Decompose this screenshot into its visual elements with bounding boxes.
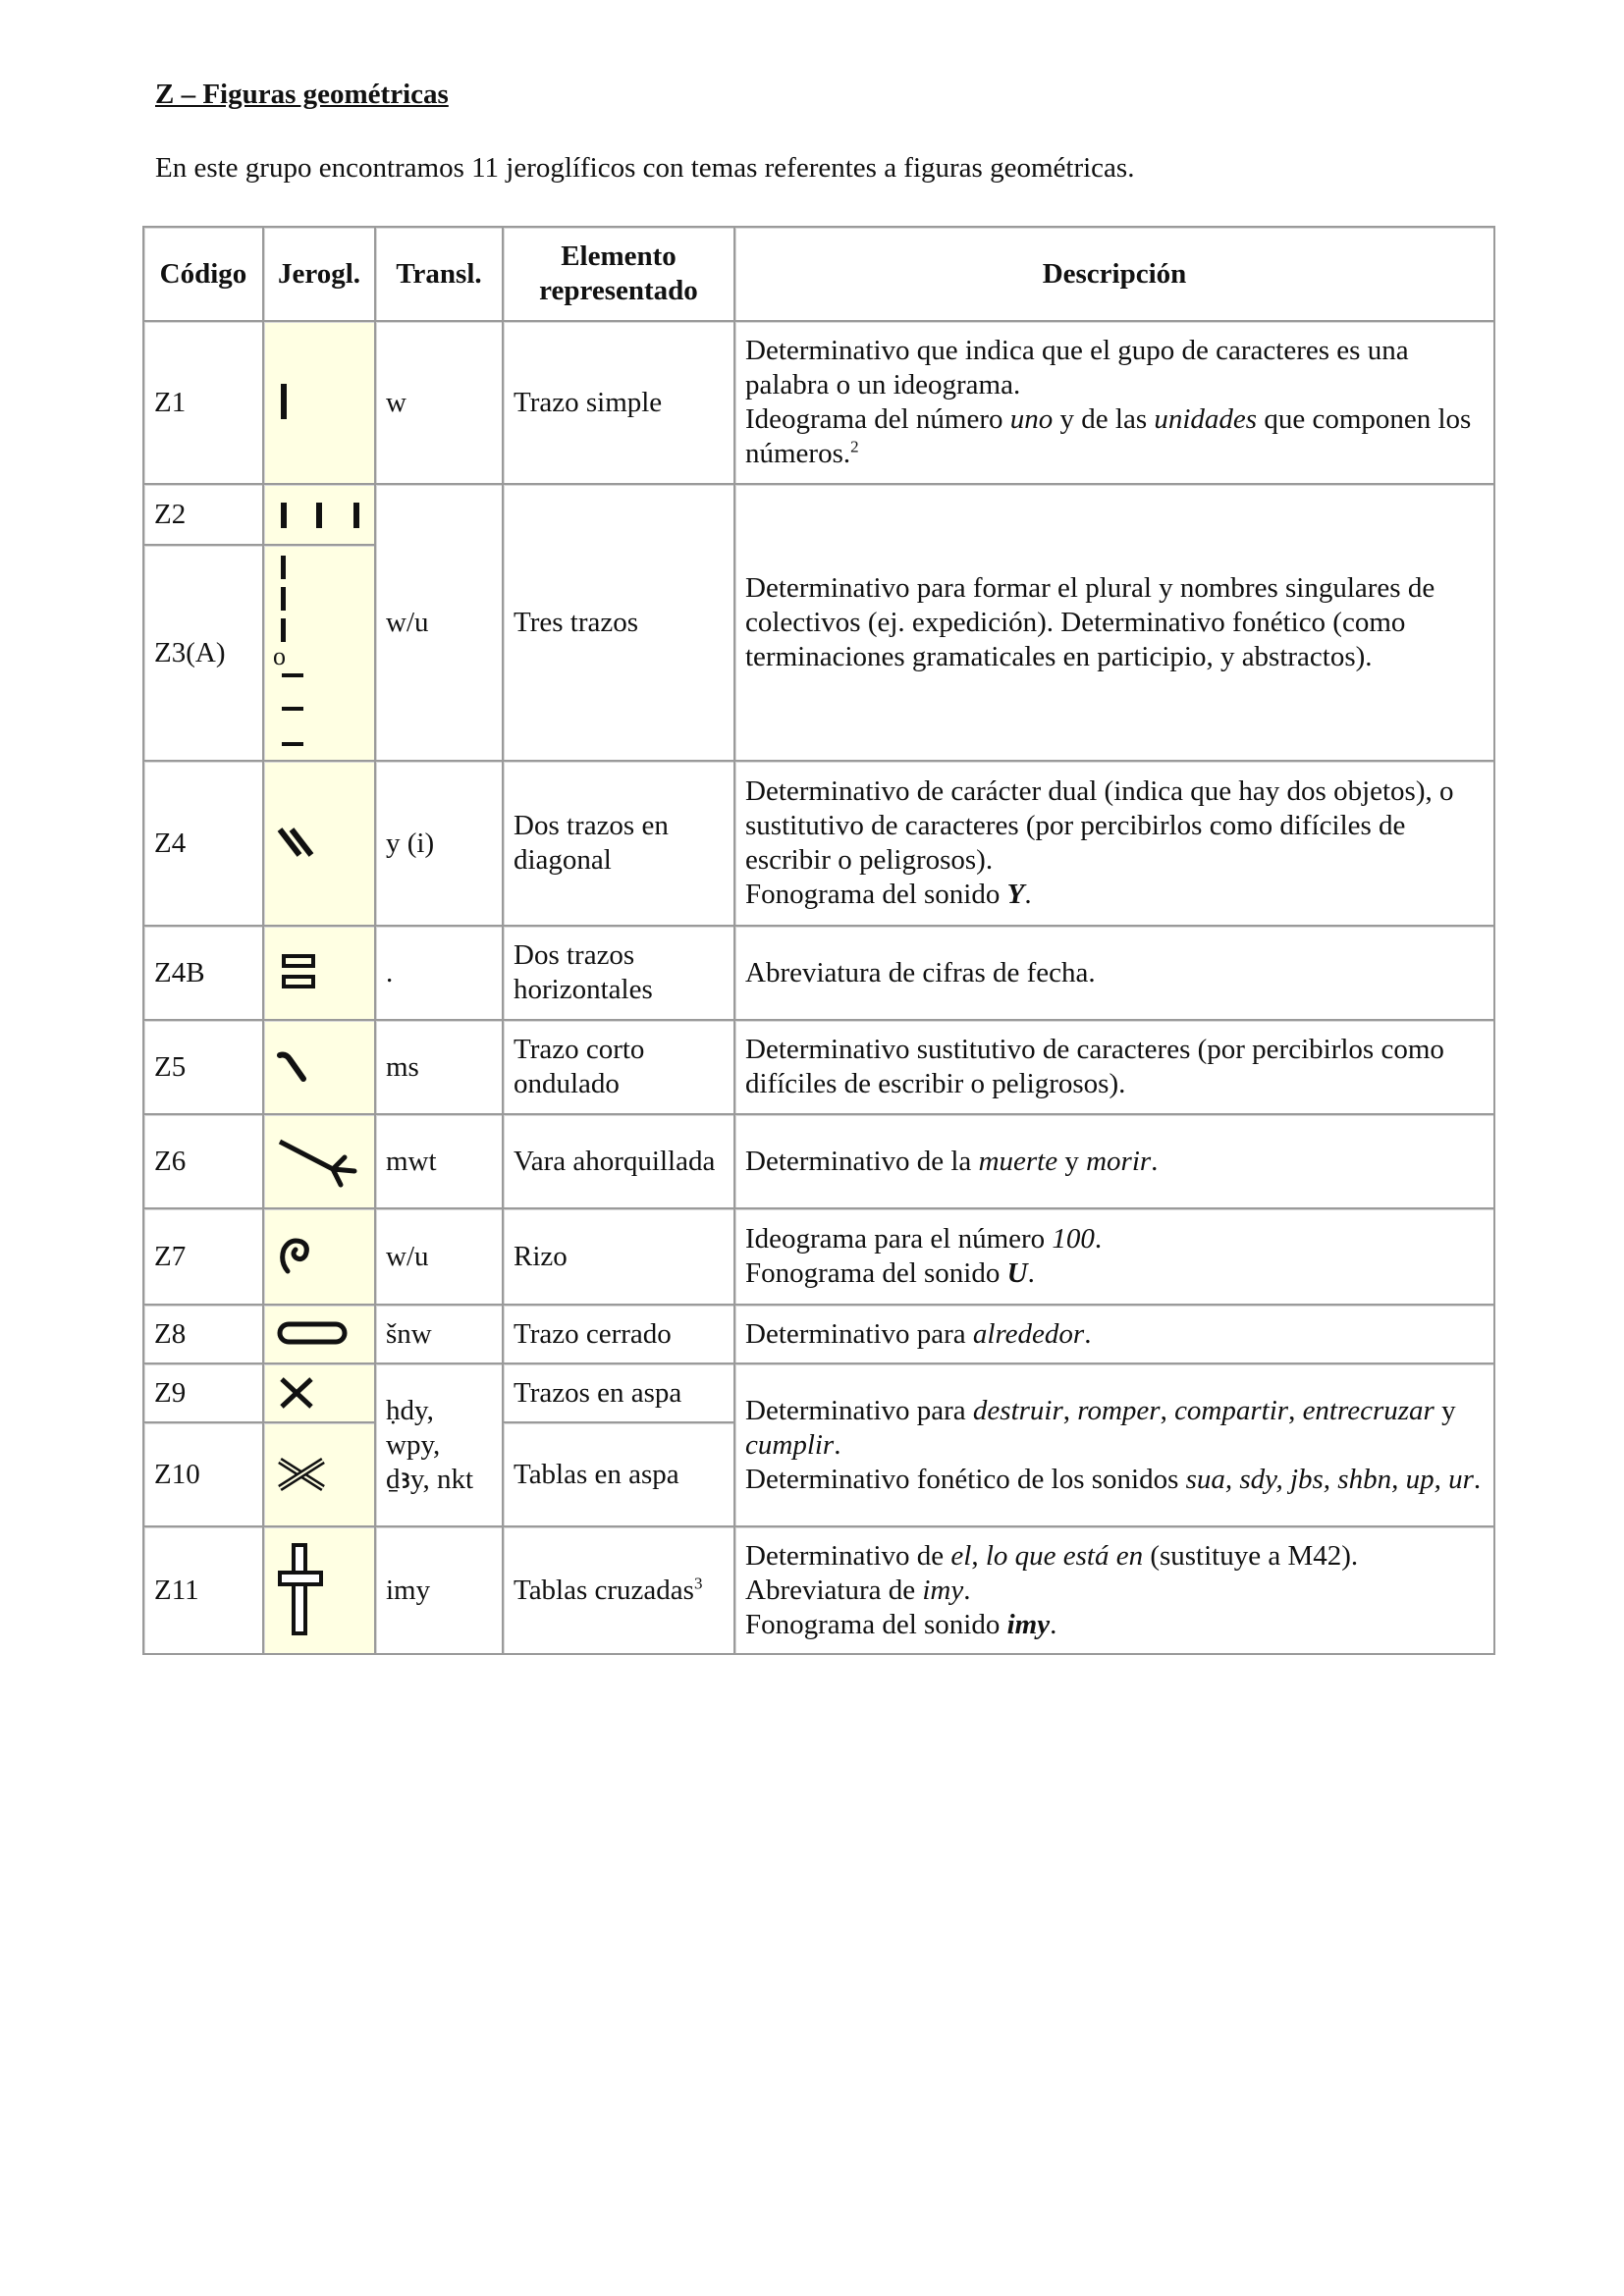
transliteration-line: ḏꜣy, nkt (386, 1463, 473, 1495)
glyph-cell (263, 1114, 375, 1208)
description-text: Determinativo fonético de los sonidos (745, 1463, 1186, 1495)
description-emphasis: sua, sdy, jbs, shbn, up, ur (1185, 1463, 1474, 1495)
transliteration-cell: . (375, 926, 503, 1020)
description-emphasis: 100 (1052, 1223, 1095, 1255)
glyph-cell (263, 926, 375, 1020)
description-line: Determinativo que indica que el gupo de caracteres es una palabra o un ideograma. (745, 335, 1409, 400)
code-cell: Z7 (143, 1208, 263, 1305)
table-row-z11 (143, 1526, 1494, 1654)
description-cell (734, 761, 1494, 926)
code-cell: Z2 (143, 484, 263, 545)
description-emphasis: uno (1009, 403, 1054, 435)
glyph-cell (263, 1020, 375, 1114)
hieroglyph-table (142, 226, 1495, 1655)
transliteration-cell (375, 1363, 503, 1526)
header-row (143, 227, 1494, 321)
description-emphasis: U (1006, 1257, 1028, 1289)
element-cell (503, 1526, 734, 1654)
header-transliteration: Transl. (375, 227, 503, 321)
intro-paragraph: En este grupo encontramos 11 jeroglíficos con temas referentes a figuras geométricas. (155, 152, 1135, 184)
description-emphasis: unidades (1154, 403, 1258, 435)
description-emphasis: muerte (978, 1145, 1058, 1177)
description-text: y de las (1053, 403, 1155, 435)
description-text: , (1288, 1394, 1303, 1426)
description-emphasis: romper (1077, 1394, 1161, 1426)
header-description: Descripción (734, 227, 1494, 321)
code-cell: Z1 (143, 321, 263, 484)
table-row-z4 (143, 761, 1494, 926)
description-text: (sustituye a M42). (1143, 1539, 1359, 1572)
description-emphasis: cumplir (745, 1428, 835, 1461)
element-cell: Trazo corto ondulado (503, 1020, 734, 1114)
description-cell (734, 1208, 1494, 1305)
description-cell (734, 1363, 1494, 1526)
code-cell: Z9 (143, 1363, 263, 1422)
description-text: y (1434, 1394, 1456, 1426)
element-cell: Trazo simple (503, 321, 734, 484)
description-emphasis: imy (1006, 1608, 1051, 1640)
table-row-z4b (143, 926, 1494, 1020)
element-cell: Dos trazos en diagonal (503, 761, 734, 926)
transliteration-cell: šnw (375, 1305, 503, 1363)
table-row-z1 (143, 321, 1494, 484)
code-cell: Z4 (143, 761, 263, 926)
crossed-boards-icon (274, 1541, 333, 1639)
description-text: , (1062, 1394, 1078, 1426)
description-emphasis: alrededor (972, 1317, 1085, 1350)
description-text: . (834, 1428, 841, 1461)
element-cell: Tablas en aspa (503, 1422, 734, 1526)
element-cell: Dos trazos horizontales (503, 926, 734, 1020)
description-cell: Determinativo sustitutivo de caracteres (por percibirlos como difíciles de escribir o peligrosos). (734, 1020, 1494, 1114)
code-cell: Z10 (143, 1422, 263, 1526)
transliteration-cell: w (375, 321, 503, 484)
transliteration-cell: imy (375, 1526, 503, 1654)
description-text: y (1057, 1145, 1087, 1177)
description-text: Determinativo de la (745, 1145, 979, 1177)
glyph-cell (263, 1208, 375, 1305)
description-text: Determinativo para (745, 1317, 973, 1350)
glyph-cell (263, 1422, 375, 1526)
description-text: . (1027, 1257, 1035, 1289)
description-emphasis: lo que está en (985, 1539, 1144, 1572)
footnote-marker: 3 (693, 1573, 703, 1592)
description-emphasis: entrecruzar (1302, 1394, 1435, 1426)
description-emphasis: el (950, 1539, 972, 1572)
transliteration-cell: ms (375, 1020, 503, 1114)
page-heading: Z – Figuras geométricas (155, 79, 449, 110)
table-row-z5 (143, 1020, 1494, 1114)
header-code: Código (143, 227, 263, 321)
description-cell: Determinativo para formar el plural y nombres singulares de colectivos (ej. expedición). Determinativo fonético (como terminaciones gramaticales en participio, y abstractos). (734, 484, 1494, 761)
table-row-z9 (143, 1363, 1494, 1422)
crossed-planks-icon (274, 1453, 333, 1496)
description-cell (734, 1114, 1494, 1208)
glyph-cell (263, 545, 375, 761)
code-cell: Z8 (143, 1305, 263, 1363)
element-text: Tablas cruzadas (514, 1574, 694, 1606)
single-stroke-icon (274, 378, 313, 427)
description-text: Fonograma del sonido (745, 879, 1007, 910)
footnote-marker: 2 (850, 437, 859, 456)
transliteration-cell: mwt (375, 1114, 503, 1208)
description-emphasis: imy (922, 1574, 964, 1606)
glyph-cell (263, 1305, 375, 1363)
code-cell: Z3(A) (143, 545, 263, 761)
element-cell: Vara ahorquillada (503, 1114, 734, 1208)
three-strokes-icon (274, 495, 368, 534)
transliteration-cell: y (i) (375, 761, 503, 926)
transliteration-line: ḥdy, (386, 1394, 434, 1426)
description-text: . (963, 1574, 971, 1606)
description-text: Ideograma del número (745, 403, 1010, 435)
description-cell (734, 1305, 1494, 1363)
short-wavy-stroke-icon (274, 1045, 323, 1089)
forked-stick-icon (274, 1132, 362, 1191)
description-cell (734, 321, 1494, 484)
glyph-cell (263, 1363, 375, 1422)
description-text: Fonograma del sonido (745, 1257, 1007, 1289)
description-text: , (971, 1539, 986, 1572)
table-row-z6 (143, 1114, 1494, 1208)
element-cell: Tres trazos (503, 484, 734, 761)
description-text: . (1084, 1317, 1092, 1350)
glyph-cell (263, 321, 375, 484)
description-cell: Abreviatura de cifras de fecha. (734, 926, 1494, 1020)
code-cell: Z4B (143, 926, 263, 1020)
table-row-z2 (143, 484, 1494, 545)
glyph-letter: o (273, 642, 286, 670)
glyph-cell (263, 484, 375, 545)
description-emphasis: destruir (972, 1394, 1063, 1426)
transliteration-cell: w/u (375, 484, 503, 761)
description-text: , (1160, 1394, 1175, 1426)
description-text: Determinativo de (745, 1539, 951, 1572)
description-text: . (1024, 879, 1032, 910)
description-text: Determinativo para (745, 1394, 973, 1426)
description-text: Ideograma para el número (745, 1223, 1053, 1255)
description-cell (734, 1526, 1494, 1654)
closed-stroke-icon (274, 1318, 352, 1350)
description-text: Abreviatura de (745, 1574, 923, 1606)
two-horizontal-strokes-icon (274, 948, 323, 997)
description-text: . (1151, 1145, 1159, 1177)
header-glyph: Jerogl. (263, 227, 375, 321)
description-text: . (1473, 1463, 1482, 1495)
transliteration-cell: w/u (375, 1208, 503, 1305)
crossed-strokes-icon (274, 1373, 323, 1413)
code-cell: Z6 (143, 1114, 263, 1208)
table-row-z8 (143, 1305, 1494, 1363)
coil-icon (274, 1232, 323, 1281)
table-row-z7 (143, 1208, 1494, 1305)
glyph-cell (263, 761, 375, 926)
description-text: . (1094, 1223, 1103, 1255)
element-cell: Trazo cerrado (503, 1305, 734, 1363)
glyph-cell (263, 1526, 375, 1654)
description-line: Determinativo de carácter dual (indica que hay dos objetos), o sustitutivo de caracteres (por percibirlos como difíciles de escribir o peligrosos). (745, 775, 1454, 876)
description-emphasis: compartir (1174, 1394, 1289, 1426)
code-cell: Z11 (143, 1526, 263, 1654)
header-element: Elemento representado (503, 227, 734, 321)
description-text: Fonograma del sonido (745, 1608, 1007, 1640)
description-emphasis: Y (1006, 879, 1025, 910)
description-emphasis: morir (1086, 1145, 1152, 1177)
two-diagonal-strokes-icon (274, 822, 323, 865)
description-text: . (1050, 1608, 1057, 1640)
element-cell: Trazos en aspa (503, 1363, 734, 1422)
element-cell: Rizo (503, 1208, 734, 1305)
description-text: que componen los números. (745, 403, 1472, 469)
code-cell: Z5 (143, 1020, 263, 1114)
transliteration-line: wpy, (386, 1428, 441, 1461)
